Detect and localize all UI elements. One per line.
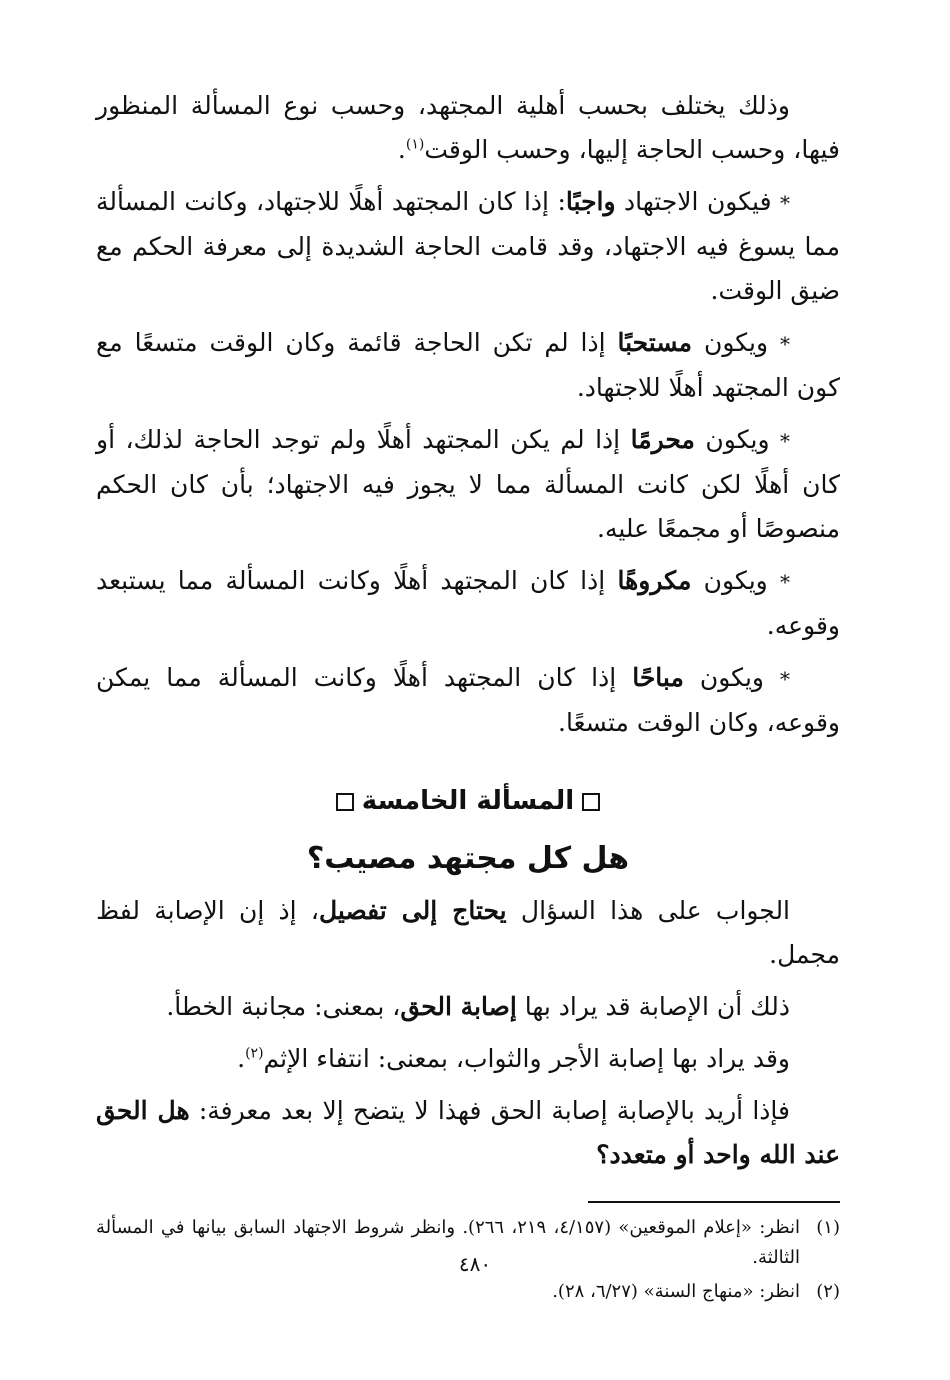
term-mubah: مباحًا — [632, 663, 684, 692]
footnote-2 — [96, 1277, 840, 1307]
paragraph-text: فيكون الاجتهاد — [615, 187, 772, 216]
bullet-star: * — [780, 332, 791, 356]
footnote-text: انظر: «منهاج السنة» (٦/٢٧، ٢٨). — [552, 1281, 800, 1302]
paragraph-wajib — [96, 180, 840, 313]
section-title: المسألة الخامسة — [361, 786, 575, 816]
page-body — [96, 84, 840, 1311]
paragraph-text: إذا كان المجتهد أهلًا وكانت المسألة مما يستبعد وقوعه. — [96, 566, 840, 640]
paragraph-text: ويكون — [694, 425, 770, 454]
term-isabat-al-haqq: إصابة الحق — [400, 992, 517, 1021]
paragraph-mustahab — [96, 321, 840, 410]
footnote-text: انظر: «إعلام الموقعين» (٤/١٥٧، ٢١٩، ٢٦٦). وانظر شروط الاجتهاد السابق بيانها في المسألة الثالثة. — [96, 1217, 801, 1268]
section-question: هل كل مجتهد مصيب؟ — [306, 841, 630, 876]
paragraph-text: فإذا أريد بالإصابة إصابة الحق فهذا لا يتضح إلا بعد معرفة: — [189, 1096, 790, 1125]
bullet-star: * — [780, 570, 790, 594]
paragraph-text: وذلك يختلف بحسب أهلية المجتهد، وحسب نوع المسألة المنظور فيها، وحسب الحاجة إليها، وحسب الوقت — [96, 91, 840, 164]
paragraph-text: إذا كان المجتهد أهلًا وكانت المسألة مما يمكن وقوعه، وكان الوقت متسعًا. — [96, 663, 840, 737]
paragraph-meaning-2 — [96, 1037, 840, 1081]
paragraph-text: وقد يراد بها إصابة الأجر والثواب، بمعنى: انتفاء الإثم — [263, 1044, 790, 1073]
paragraph-text: الجواب على هذا السؤال — [506, 896, 791, 925]
page-number: ٤٨٠ — [458, 1252, 492, 1276]
paragraph-text: ويكون — [683, 663, 764, 692]
paragraph-text: ، إذ إن الإصابة لفظ مجمل. — [96, 896, 840, 969]
paragraph-conclusion — [96, 1089, 840, 1177]
term-makruh: مكروهًا — [617, 566, 692, 595]
paragraph-text: إذا لم يكن المجتهد أهلًا ولم توجد الحاجة لذلك، أو كان أهلًا لكن كانت المسألة مما لا يجوز فيه الاجتهاد؛ بأن كان الحكم منصوصًا أو مجمعًا عليه. — [96, 425, 840, 543]
paragraph-meaning-1 — [96, 985, 840, 1029]
bullet-star: * — [780, 429, 790, 453]
section-heading — [96, 779, 840, 823]
footnote-ref[interactable]: (٢) — [245, 1045, 264, 1062]
square-ornament-icon — [582, 793, 600, 811]
square-ornament-icon — [336, 793, 354, 811]
paragraph-makruh — [96, 559, 840, 648]
footnote-ref[interactable]: (١) — [405, 136, 425, 153]
footnote-number: (٢) — [816, 1281, 840, 1302]
bullet-star: * — [780, 191, 790, 215]
paragraph-intro: وذلك يختلف بحسب أهلية المجتهد، وحسب نوع المسألة المنظور فيها، وحسب الحاجة إليها، وحسب الوقت$^{(١)}$. — [96, 91, 840, 164]
term-wajib: واجبًا — [565, 187, 616, 216]
paragraph-text: : إذا كان المجتهد أهلًا للاجتهاد، وكانت المسألة مما يسوغ فيه الاجتهاد، وقد قامت الحاجة الشديدة إلى معرفة الحكم مع ضيق الوقت. — [96, 187, 840, 305]
term-muharram: محرمًا — [630, 425, 695, 454]
term-mustahab: مستحبًا — [617, 328, 693, 357]
term-question: هل الحق عند الله واحد أو متعدد؟ — [96, 1096, 840, 1169]
paragraph-text: ذلك أن الإصابة قد يراد بها — [516, 992, 790, 1021]
term-tafsil: يحتاج إلى تفصيل — [318, 896, 507, 925]
footnote-number: (١) — [816, 1217, 840, 1238]
paragraph-text: ويكون — [692, 328, 769, 357]
paragraph-text: ، بمعنى: مجانبة الخطأ. — [166, 992, 401, 1021]
paragraph-text: إذا لم تكن الحاجة قائمة وكان الوقت متسعًا مع كون المجتهد أهلًا للاجتهاد. — [96, 328, 840, 402]
footnote-divider — [588, 1201, 840, 1203]
bullet-star: * — [780, 667, 791, 691]
paragraph-text: . — [237, 1044, 246, 1073]
paragraph-mubah — [96, 656, 840, 745]
paragraph-answer — [96, 889, 840, 977]
paragraph-muharram — [96, 418, 840, 551]
paragraph-text: ويكون — [691, 566, 768, 595]
